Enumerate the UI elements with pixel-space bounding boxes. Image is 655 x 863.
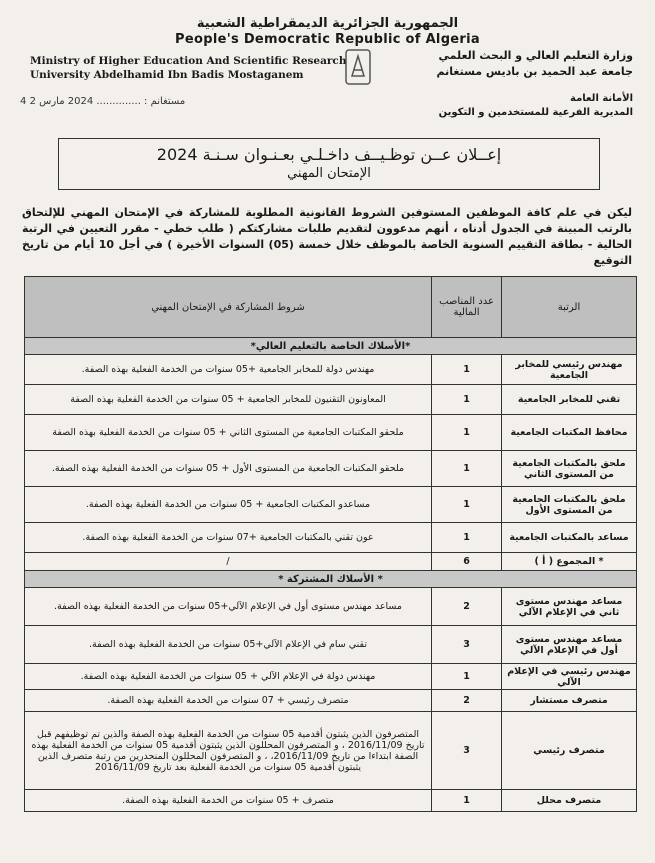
rank-cell: ملحق بالمكتبات الجامعية من المستوى الثاني xyxy=(502,451,637,487)
table-row xyxy=(25,664,637,690)
announcement-title: إعــلان عــن توظـيــف داخـلـي بعـنـوان سـنـة 2024 xyxy=(156,145,502,164)
conditions-cell: متصرف + 05 سنوات من الخدمة الفعلية بهذه الصفة. xyxy=(25,790,432,812)
section-common-corps: * الأسلاك المشتركة * xyxy=(25,571,637,588)
general-secretariat: الأمانة العامة xyxy=(570,93,633,104)
rank-cell: متصرف رئيسي xyxy=(502,712,637,790)
date-line: مستغانم : .............. 2024 مارس 2 4 xyxy=(20,96,186,107)
positions-table xyxy=(24,276,637,812)
total-label: * المجموع ( أ ) xyxy=(502,553,637,571)
header-positions: عدد المناصب المالية xyxy=(432,277,502,338)
positions-cell: 2 xyxy=(432,690,502,712)
rank-cell: متصرف مستشار xyxy=(502,690,637,712)
conditions-cell: عون تقني بالمكتبات الجامعية +07 سنوات من الخدمة الفعلية بهذه الصفة. xyxy=(25,523,432,553)
rank-cell: مهندس رئيسي للمخابر الجامعية xyxy=(502,355,637,385)
rank-cell: محافظ المكتبات الجامعية xyxy=(502,415,637,451)
conditions-cell: مهندس دولة في الإعلام الآلي + 05 سنوات من الخدمة الفعلية بهذه الصفة. xyxy=(25,664,432,690)
rank-cell: مهندس رئيسي في الإعلام الآلي xyxy=(502,664,637,690)
table-row xyxy=(25,385,637,415)
table-row xyxy=(25,626,637,664)
header-rank: الرتبة xyxy=(502,277,637,338)
ministry-name-english: Ministry of Higher Education And Scientific Research xyxy=(30,55,347,67)
conditions-cell: ملحقو المكتبات الجامعية من المستوى الثاني + 05 سنوات من الخدمة الفعلية بهذه الصفة xyxy=(25,415,432,451)
conditions-cell: المتصرفون الذين يثبتون أقدمية 05 سنوات من الخدمة الفعلية بهذه الصفة والذين تم توظيفهم قبل تاريخ 2016/11/09 ، و المتصرفون المحللون الذين يثبتون أقدمية 05 سنوات من الخدمة الفعلية بهذه الصفة ابتداءا من تاريخ 2016/11/09، ، و المتصرفون المحللون المنحدرين من رتبة متصرف الذين يثبتون أقدمية 05 سنوات من الخدمة الفعلية بعد تاريخ 2016/11/09 xyxy=(25,712,432,790)
conditions-cell: المعاونون التقنيون للمخابر الجامعية + 05 سنوات من الخدمة الفعلية بهذه الصفة xyxy=(25,385,432,415)
positions-cell: 1 xyxy=(432,487,502,523)
total-row xyxy=(25,553,637,571)
table-header-row xyxy=(25,277,637,338)
positions-cell: 1 xyxy=(432,523,502,553)
rank-cell: تقني للمخابر الجامعية xyxy=(502,385,637,415)
conditions-cell: مساعدو المكتبات الجامعية + 05 سنوات من الخدمة الفعلية بهذه الصفة. xyxy=(25,487,432,523)
table-row xyxy=(25,355,637,385)
positions-cell: 1 xyxy=(432,664,502,690)
table-row xyxy=(25,790,637,812)
conditions-cell: متصرف رئيسي + 07 سنوات من الخدمة الفعلية بهذه الصفة. xyxy=(25,690,432,712)
announcement-body: ليكن في علم كافة الموظفين المستوفين الشروط القانونية المطلوبة للمشاركة في الإمتحان المهني للإلتحاق بالرتب المبينة في الجدول أدناه ، أنهم مدعوون لتقديم طلبات مشاركتكم ( طلب خطي - مقرر التعيين في الرتبة الحالية - بطاقة التقييم السنوية الخاصة بالموظف خلال خمسة (05) السنوات الأخيرة ) في أجل 10 أيام من تاريخ التوقيع xyxy=(22,206,632,267)
positions-cell: 1 xyxy=(432,415,502,451)
place-label: مستغانم : xyxy=(144,96,186,107)
university-logo xyxy=(342,48,374,86)
department-block xyxy=(439,92,633,120)
total-conditions: / xyxy=(25,553,432,571)
conditions-cell: مساعد مهندس مستوى أول في الإعلام الآلي+05 سنوات من الخدمة الفعلية بهذه الصفة. xyxy=(25,588,432,626)
sub-directorate: المديرية الفرعية للمستخدمين و التكوين xyxy=(438,107,633,118)
republic-title-english: People's Democratic Republic of Algeria xyxy=(175,32,480,47)
positions-cell: 1 xyxy=(432,385,502,415)
section-row xyxy=(25,338,637,355)
rank-cell: مساعد بالمكتبات الجامعية xyxy=(502,523,637,553)
table-row xyxy=(25,690,637,712)
table-row xyxy=(25,588,637,626)
conditions-cell: تقني سام في الإعلام الآلي+05 سنوات من الخدمة الفعلية بهذه الصفة. xyxy=(25,626,432,664)
table-row xyxy=(25,712,637,790)
total-count: 6 xyxy=(432,553,502,571)
conditions-cell: مهندس دولة للمخابر الجامعية +05 سنوات من الخدمة الفعلية بهذه الصفة. xyxy=(25,355,432,385)
positions-cell: 1 xyxy=(432,355,502,385)
table-row xyxy=(25,487,637,523)
date-stamp: 2024 مارس 2 4 xyxy=(20,96,94,107)
table-row xyxy=(25,451,637,487)
rank-cell: مساعد مهندس مستوى أول في الإعلام الآلي xyxy=(502,626,637,664)
positions-cell: 1 xyxy=(432,451,502,487)
positions-cell: 2 xyxy=(432,588,502,626)
table-row xyxy=(25,523,637,553)
header-conditions: شروط المشاركة في الإمتحان المهني xyxy=(25,277,432,338)
rank-cell: ملحق بالمكتبات الجامعية من المستوى الأول xyxy=(502,487,637,523)
positions-cell: 1 xyxy=(432,790,502,812)
section-higher-education: *الأسلاك الخاصة بالتعليم العالي* xyxy=(25,338,637,355)
announcement-title-box xyxy=(58,138,600,190)
conditions-cell: ملحقو المكتبات الجامعية من المستوى الأول + 05 سنوات من الخدمة الفعلية بهذه الصفة. xyxy=(25,451,432,487)
announcement-subtitle: الإمتحان المهني xyxy=(287,166,371,181)
republic-title-arabic: الجمهورية الجزائرية الديمقراطية الشعبية xyxy=(196,16,459,31)
section-row xyxy=(25,571,637,588)
rank-cell: متصرف محلل xyxy=(502,790,637,812)
university-name-english: University Abdelhamid Ibn Badis Mostaganem xyxy=(30,69,304,81)
positions-cell: 3 xyxy=(432,626,502,664)
ministry-name-arabic: وزارة التعليم العالي و البحث العلمي xyxy=(438,49,633,62)
rank-cell: مساعد مهندس مستوى ثاني في الإعلام الآلي xyxy=(502,588,637,626)
table-row xyxy=(25,415,637,451)
ministry-block-arabic xyxy=(436,48,633,80)
ministry-block-english xyxy=(30,54,346,82)
positions-cell: 3 xyxy=(432,712,502,790)
university-name-arabic: جامعة عبد الحميد بن باديس مستغانم xyxy=(436,65,633,78)
